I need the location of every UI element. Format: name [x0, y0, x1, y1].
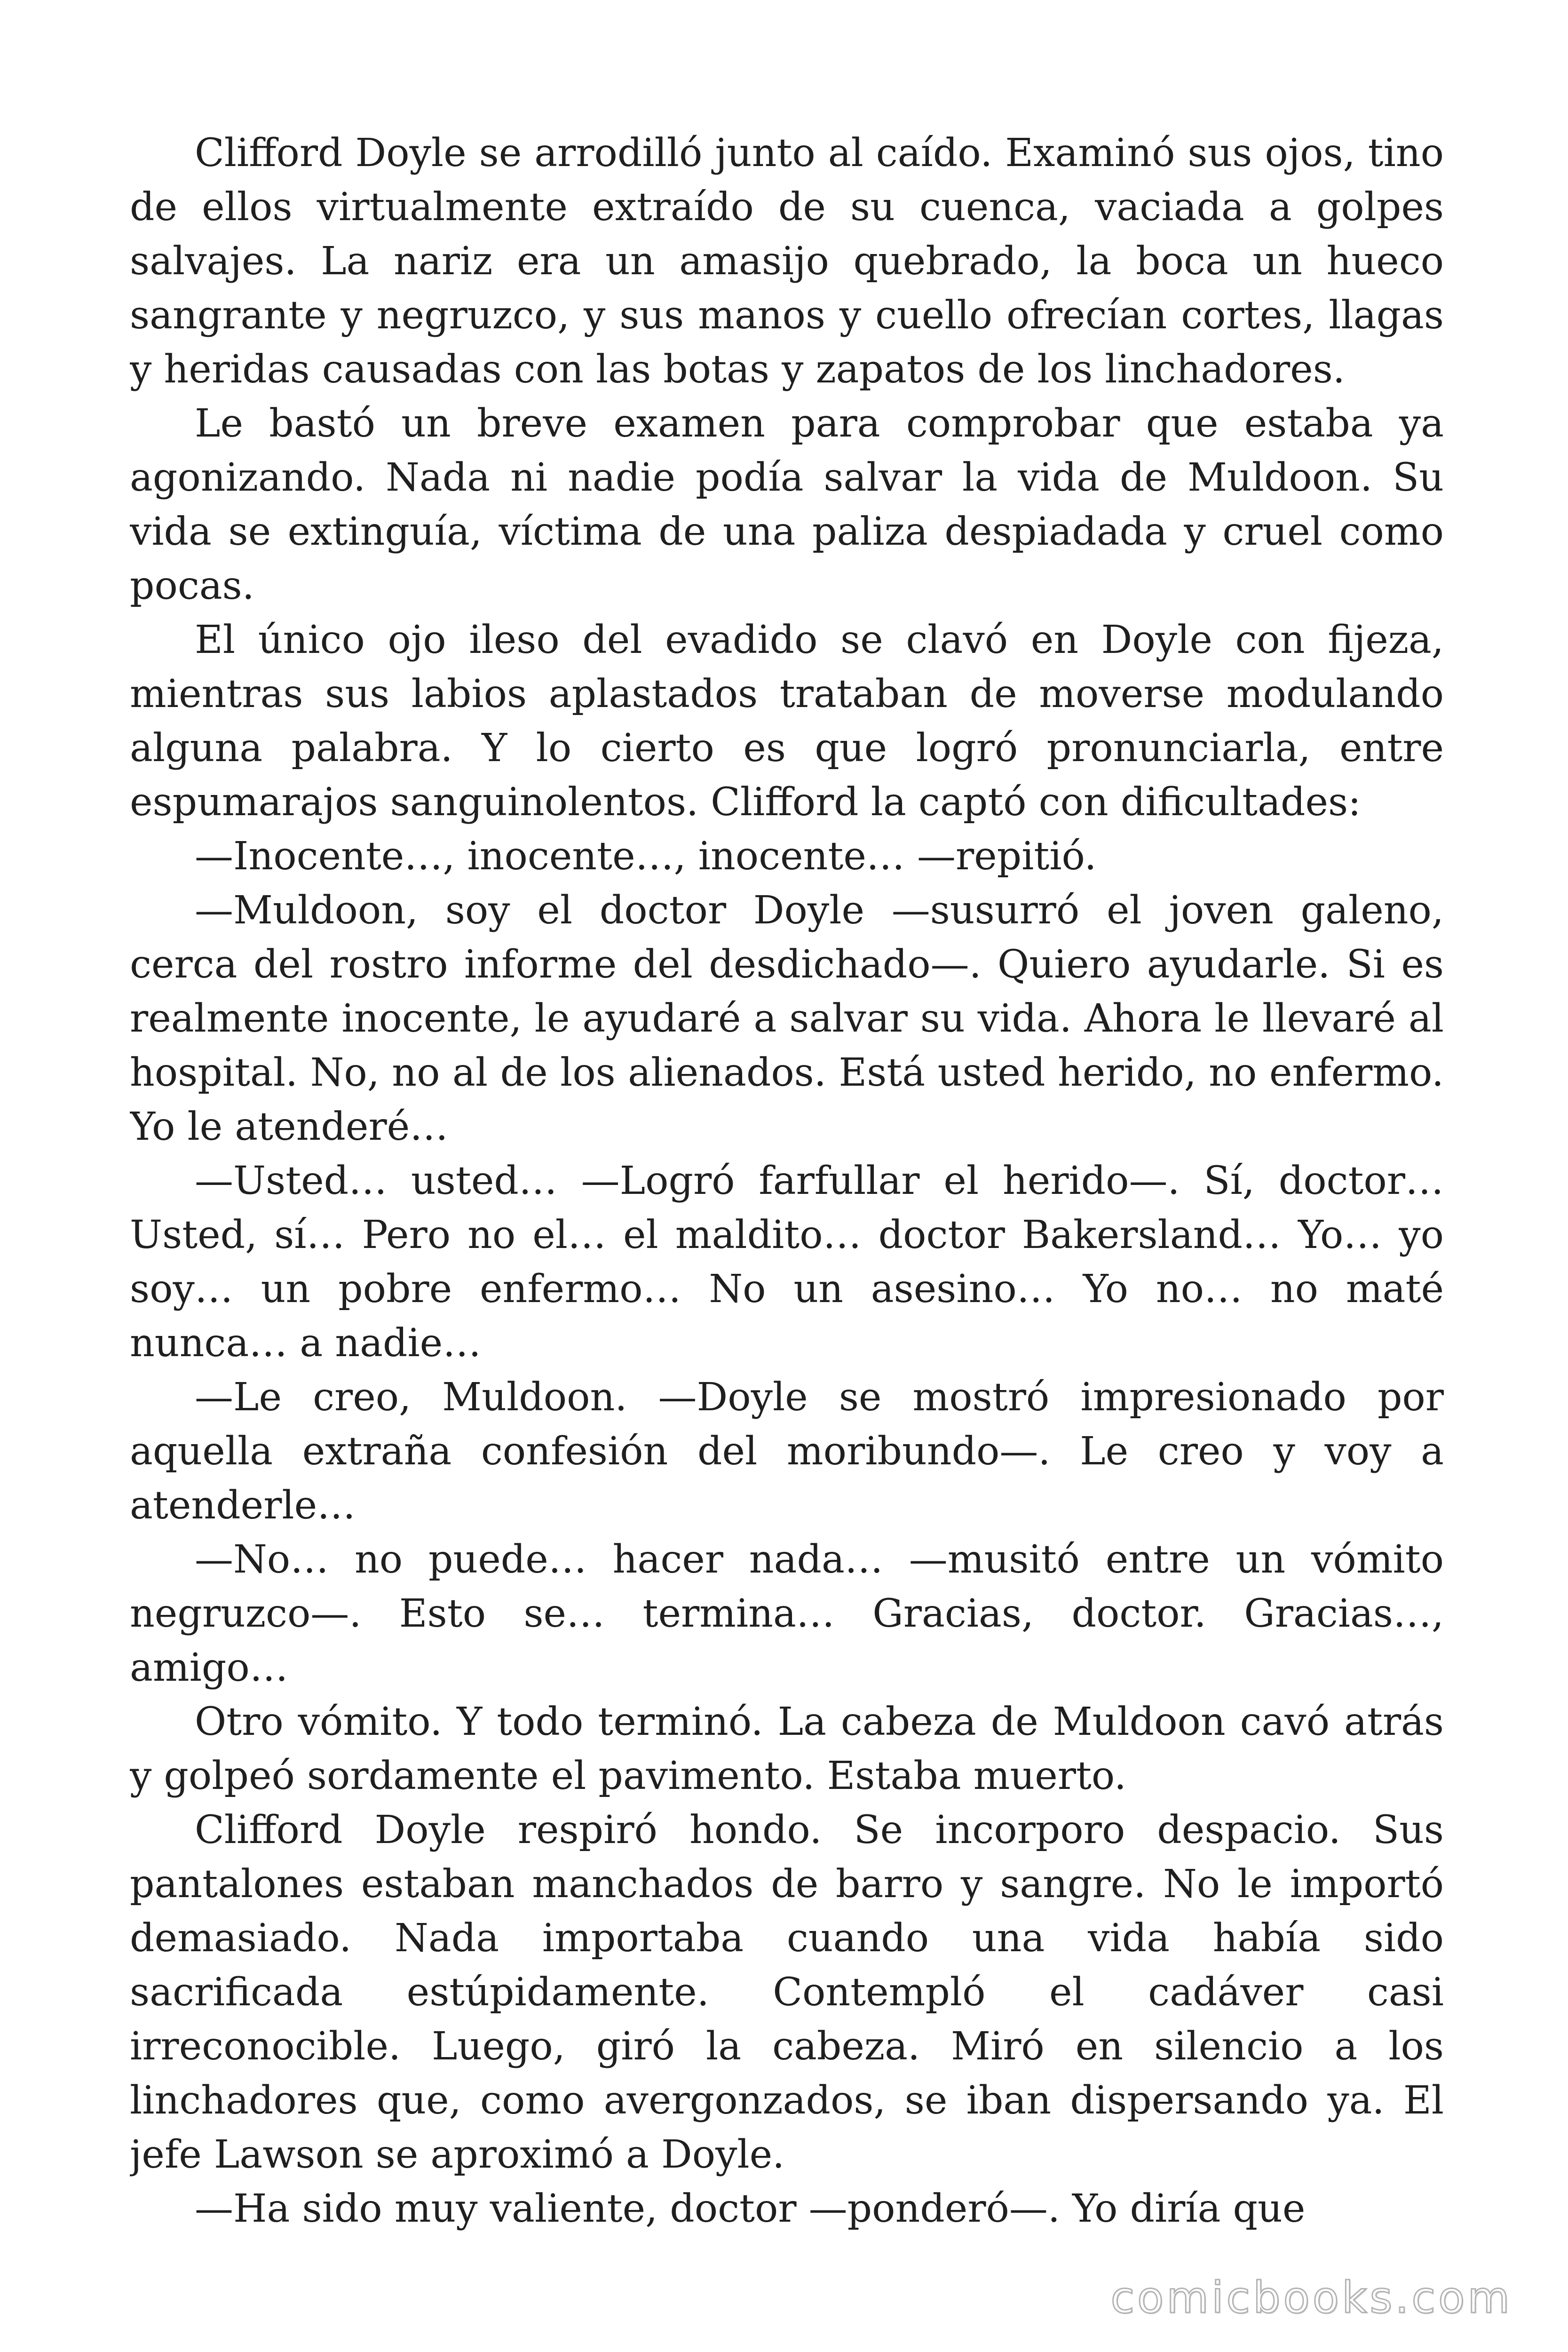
page-body — [130, 126, 1444, 2233]
paragraph-2: Le bastó un breve examen para comprobar que estaba ya agonizando. Nada ni nadie podía salvar la vida de Muldoon. Su vida se extinguía, víctima de una paliza despiadada y cruel como pocas. — [130, 401, 1444, 608]
paragraph-3: El único ojo ileso del evadido se clavó en Doyle con fijeza, mientras sus labios aplastados trataban de moverse modulando alguna palabra. Y lo cierto es que logró pronunciarla, entre espumarajos sanguinolentos. Clifford la captó con dificultades: — [130, 618, 1444, 825]
watermark: comicbooks.com — [1110, 2273, 1513, 2323]
paragraph-4: —Inocente…, inocente…, inocente… —repitió. — [195, 834, 1097, 879]
paragraph-7: —Le creo, Muldoon. —Doyle se mostró impresionado por aquella extraña confesión del moribundo—. Le creo y voy a atenderle… — [130, 1375, 1444, 1528]
paragraph-11: —Ha sido muy valiente, doctor —ponderó—. Yo diría que — [195, 2186, 1306, 2231]
paragraph-10: Clifford Doyle respiró hondo. Se incorporo despacio. Sus pantalones estaban manchados de barro y sangre. No le importó demasiado. Nada importaba cuando una vida había sido sacrificada estúpidamente. Contempló el cadáver casi irreconocible. Luego, giró la cabeza. Miró en silencio a los linchadores que, como avergonzados, se iban dispersando ya. El jefe Lawson se aproximó a Doyle. — [130, 1808, 1444, 2177]
paragraph-1: Clifford Doyle se arrodilló junto al caído. Examinó sus ojos, tino de ellos virtualmente extraído de su cuenca, vaciada a golpes salvajes. La nariz era un amasijo quebrado, la boca un hueco sangrante y negruzco, y sus manos y cuello ofrecían cortes, llagas y heridas causadas con las botas y zapatos de los linchadores. — [130, 131, 1444, 392]
paragraph-9: Otro vómito. Y todo terminó. La cabeza de Muldoon cavó atrás y golpeó sordamente el pavimento. Estaba muerto. — [130, 1700, 1444, 1798]
paragraph-8: —No… no puede… hacer nada… —musitó entre un vómito negruzco—. Esto se… termina… Gracias, doctor. Gracias…, amigo… — [130, 1537, 1444, 1690]
paragraph-6: —Usted… usted… —Logró farfullar el herido—. Sí, doctor… Usted, sí… Pero no el… el maldito… doctor Bakersland… Yo… yo soy… un pobre enfermo… No un asesino… Yo no… no maté nunca… a nadie… — [130, 1159, 1444, 1366]
paragraph-5: —Muldoon, soy el doctor Doyle —susurró el joven galeno, cerca del rostro informe del desdichado—. Quiero ayudarle. Si es realmente inocente, le ayudaré a salvar su vida. Ahora le llevaré al hospital. No, no al de los alienados. Está usted herido, no enfermo. Yo le atenderé… — [130, 888, 1444, 1149]
